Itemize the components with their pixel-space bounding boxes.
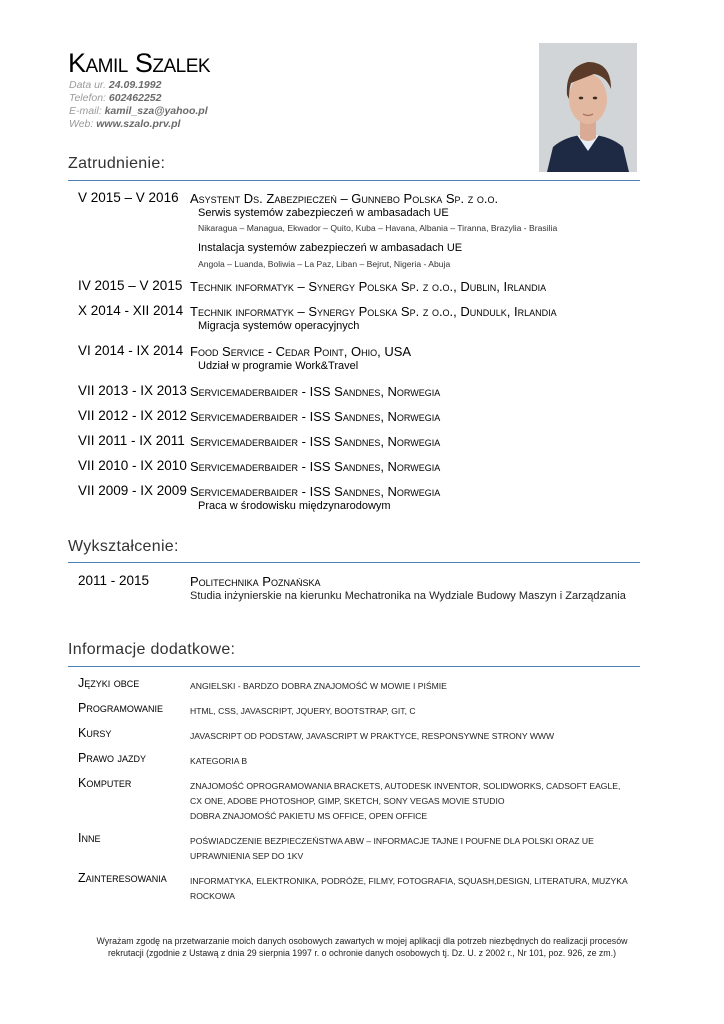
section-title-education: Wykształcenie: <box>68 538 179 555</box>
job-title: Servicemaderbaider - ISS Sandnes, Norwegia <box>190 459 441 474</box>
email-label: E-mail: <box>69 105 102 117</box>
info-label: Programowanie <box>78 701 164 715</box>
info-value-line: ZNAJOMOŚĆ OPROGRAMOWANIA BRACKETS, AUTODESK INVENTOR, SOLIDWORKS, CADSOFT EAGLE, CX ONE, ADOBE PHOTOSHOP, GIMP, SKETCH, SONY VEGAS MOVIE STUDIO <box>190 781 621 806</box>
phone-value: 602462252 <box>108 92 162 104</box>
education-title: Politechnika Poznańska <box>190 574 321 589</box>
contact-info <box>69 79 208 131</box>
profile-photo <box>539 43 637 172</box>
section-title-additional: Informacje dodatkowe: <box>68 641 236 658</box>
email-value[interactable]: kamil_sza@yahoo.pl <box>104 105 208 117</box>
job-date: IV 2015 – V 2015 <box>78 278 183 293</box>
info-label: Inne <box>78 831 101 845</box>
info-value <box>190 779 630 824</box>
info-value: HTML, CSS, JAVASCRIPT, JQUERY, BOOTSTRAP, GIT, C <box>190 706 416 716</box>
job-title: Asystent Ds. Zabezpieczeń – Gunnebo Polska Sp. z o.o. <box>190 191 499 206</box>
info-value: ANGIELSKI - BARDZO DOBRA ZNAJOMOŚĆ W MOWIE I PIŚMIE <box>190 681 447 691</box>
section-title-employment: Zatrudnienie: <box>68 155 166 172</box>
job-title: Technik informatyk – Synergy Polska Sp. z o.o., Dundulk, Irlandia <box>190 304 557 319</box>
info-value-line: DOBRA ZNAJOMOŚĆ PAKIETU MS OFFICE, OPEN OFFICE <box>190 811 428 821</box>
info-value: INFORMATYKA, ELEKTRONIKA, PODRÓŻE, FILMY, FOTOGRAFIA, SQUASH,DESIGN, LITERATURA, MUZYKA ROCKOWA <box>190 876 628 901</box>
job-subtitle: Migracja systemów operacyjnych <box>198 320 360 332</box>
phone-label: Telefon: <box>69 92 106 104</box>
web-value[interactable]: www.szalo.prv.pl <box>96 118 181 130</box>
job-date: VII 2009 - IX 2009 <box>78 483 187 498</box>
job-locations: Angola – Luanda, Boliwia – La Paz, Liban – Bejrut, Nigeria - Abuja <box>198 259 451 269</box>
job-date: VII 2010 - IX 2010 <box>78 458 187 473</box>
job-date: VII 2011 - IX 2011 <box>78 433 185 448</box>
education-description: Studia inżynierskie na kierunku Mechatronika na Wydziale Budowy Maszyn i Zarządzania <box>190 590 626 602</box>
job-subtitle: Udział w programie Work&Travel <box>198 360 359 372</box>
info-label: Kursy <box>78 726 112 740</box>
section-divider <box>68 180 640 181</box>
job-date: VII 2012 - IX 2012 <box>78 408 187 423</box>
section-divider <box>68 666 640 667</box>
job-title: Technik informatyk – Synergy Polska Sp. z o.o., Dublin, Irlandia <box>190 279 547 294</box>
info-value: KATEGORIA B <box>190 756 248 766</box>
job-date: VI 2014 - IX 2014 <box>78 343 184 358</box>
job-date: V 2015 – V 2016 <box>78 190 179 205</box>
portrait-image <box>539 43 637 172</box>
info-value-line: UPRAWNIENIA SEP DO 1KV <box>190 851 304 861</box>
job-locations: Nikaragua – Managua, Ekwador – Quito, Kuba – Havana, Albania – Tiranna, Brazylia - Brasilia <box>198 223 558 233</box>
job-title: Servicemaderbaider - ISS Sandnes, Norwegia <box>190 384 441 399</box>
info-value-line: POŚWIADCZENIE BEZPIECZEŃSTWA ABW – INFORMACJE TAJNE I POUFNE DLA POLSKI ORAZ UE <box>190 836 594 846</box>
education-date: 2011 - 2015 <box>78 573 150 588</box>
job-title: Servicemaderbaider - ISS Sandnes, Norwegia <box>190 484 441 499</box>
info-value: JAVASCRIPT OD PODSTAW, JAVASCRIPT W PRAKTYCE, RESPONSYWNE STRONY WWW <box>190 731 555 741</box>
job-subtitle: Praca w środowisku międzynarodowym <box>198 500 391 512</box>
info-label: Zainteresowania <box>78 871 167 885</box>
job-date: X 2014 - XII 2014 <box>78 303 184 318</box>
info-value <box>190 834 630 864</box>
job-title: Servicemaderbaider - ISS Sandnes, Norwegia <box>190 409 441 424</box>
web-label: Web: <box>69 118 94 130</box>
info-label: Języki obce <box>78 676 140 690</box>
birth-label: Data ur. <box>69 79 106 91</box>
section-divider <box>68 562 640 563</box>
full-name: Kamil Szalek <box>68 48 211 78</box>
job-title: Servicemaderbaider - ISS Sandnes, Norwegia <box>190 434 441 449</box>
info-label: Prawo jazdy <box>78 751 146 765</box>
job-subtitle: Instalacja systemów zabezpieczeń w ambasadach UE <box>198 242 463 254</box>
job-title: Food Service - Cedar Point, Ohio, USA <box>190 344 412 359</box>
info-label: Komputer <box>78 776 132 790</box>
job-subtitle: Serwis systemów zabezpieczeń w ambasadach UE <box>198 207 449 219</box>
gdpr-consent-clause: Wyrażam zgodę na przetwarzanie moich danych osobowych zawartych w mojej aplikacji dla potrzeb niezbędnych do realizacji procesów rekrutacji (zgodnie z Ustawą z dnia 29 sierpnia 1997 r. o ochronie danych osobowych tj. Dz. U. z 2002 r., Nr 101, poz. 926, ze zm.) <box>96 936 628 958</box>
job-date: VII 2013 - IX 2013 <box>78 383 187 398</box>
birth-value: 24.09.1992 <box>108 79 162 91</box>
